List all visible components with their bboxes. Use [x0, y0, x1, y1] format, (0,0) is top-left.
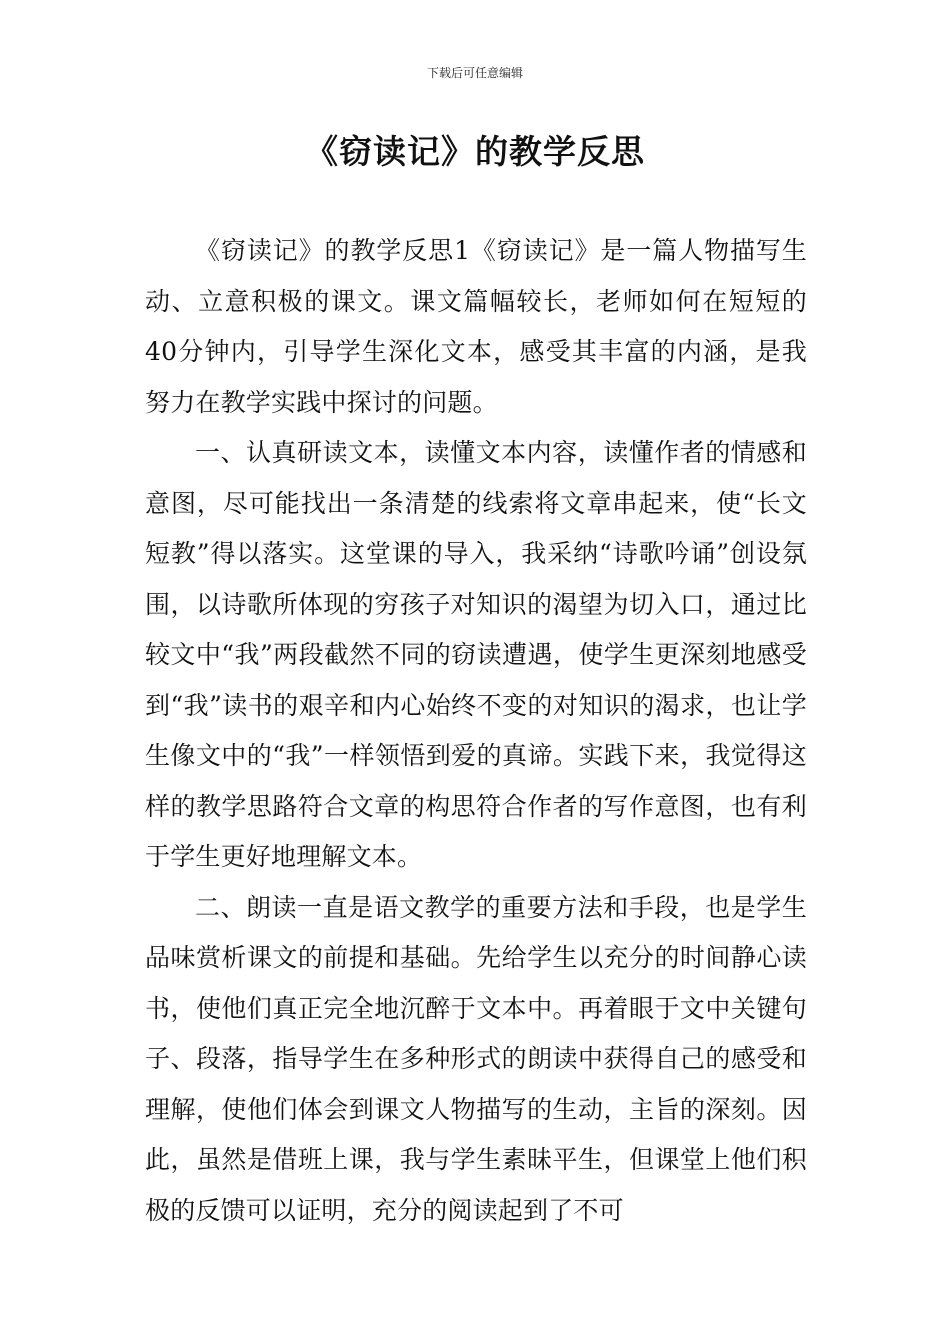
paragraph-intro: 《窃读记》的教学反思1《窃读记》是一篇人物描写生动、立意积极的课文。课文篇幅较长，老师如何在短短的40分钟内，引导学生深化文本，感受其丰富的内涵，是我努力在教学实践中探讨的问题。: [145, 236, 807, 417]
document-title: 《窃读记》的教学反思: [305, 132, 645, 171]
header-note: 下载后可任意编辑: [426, 66, 523, 80]
paragraph-point-two: 二、朗读一直是语文教学的重要方法和手段，也是学生品味赏析课文的前提和基础。先给学生以充分的时间静心读书，使他们真正完全地沉醉于文本中。再着眼于文中关键句子、段落，指导学生在多种形式的朗读中获得自己的感受和理解，使他们体会到课文人物描写的生动，主旨的深刻。因此，虽然是借班上课，我与学生素昧平生，但课堂上他们积极的反馈可以证明，充分的阅读起到了不可: [145, 892, 807, 1225]
document-body: [145, 226, 807, 1236]
paragraph-point-one: 一、认真研读文本，读懂文本内容，读懂作者的情感和意图，尽可能找出一条清楚的线索将文章串起来，使“长文短教”得以落实。这堂课的导入，我采纳“诗歌吟诵”创设氛围，以诗歌所体现的穷孩子对知识的渴望为切入口，通过比较文中“我”两段截然不同的窃读遭遇，使学生更深刻地感受到“我”读书的艰辛和内心始终不变的对知识的渴求，也让学生像文中的“我”一样领悟到爱的真谛。实践下来，我觉得这样的教学思路符合文章的构思符合作者的写作意图，也有利于学生更好地理解文本。: [145, 438, 807, 871]
